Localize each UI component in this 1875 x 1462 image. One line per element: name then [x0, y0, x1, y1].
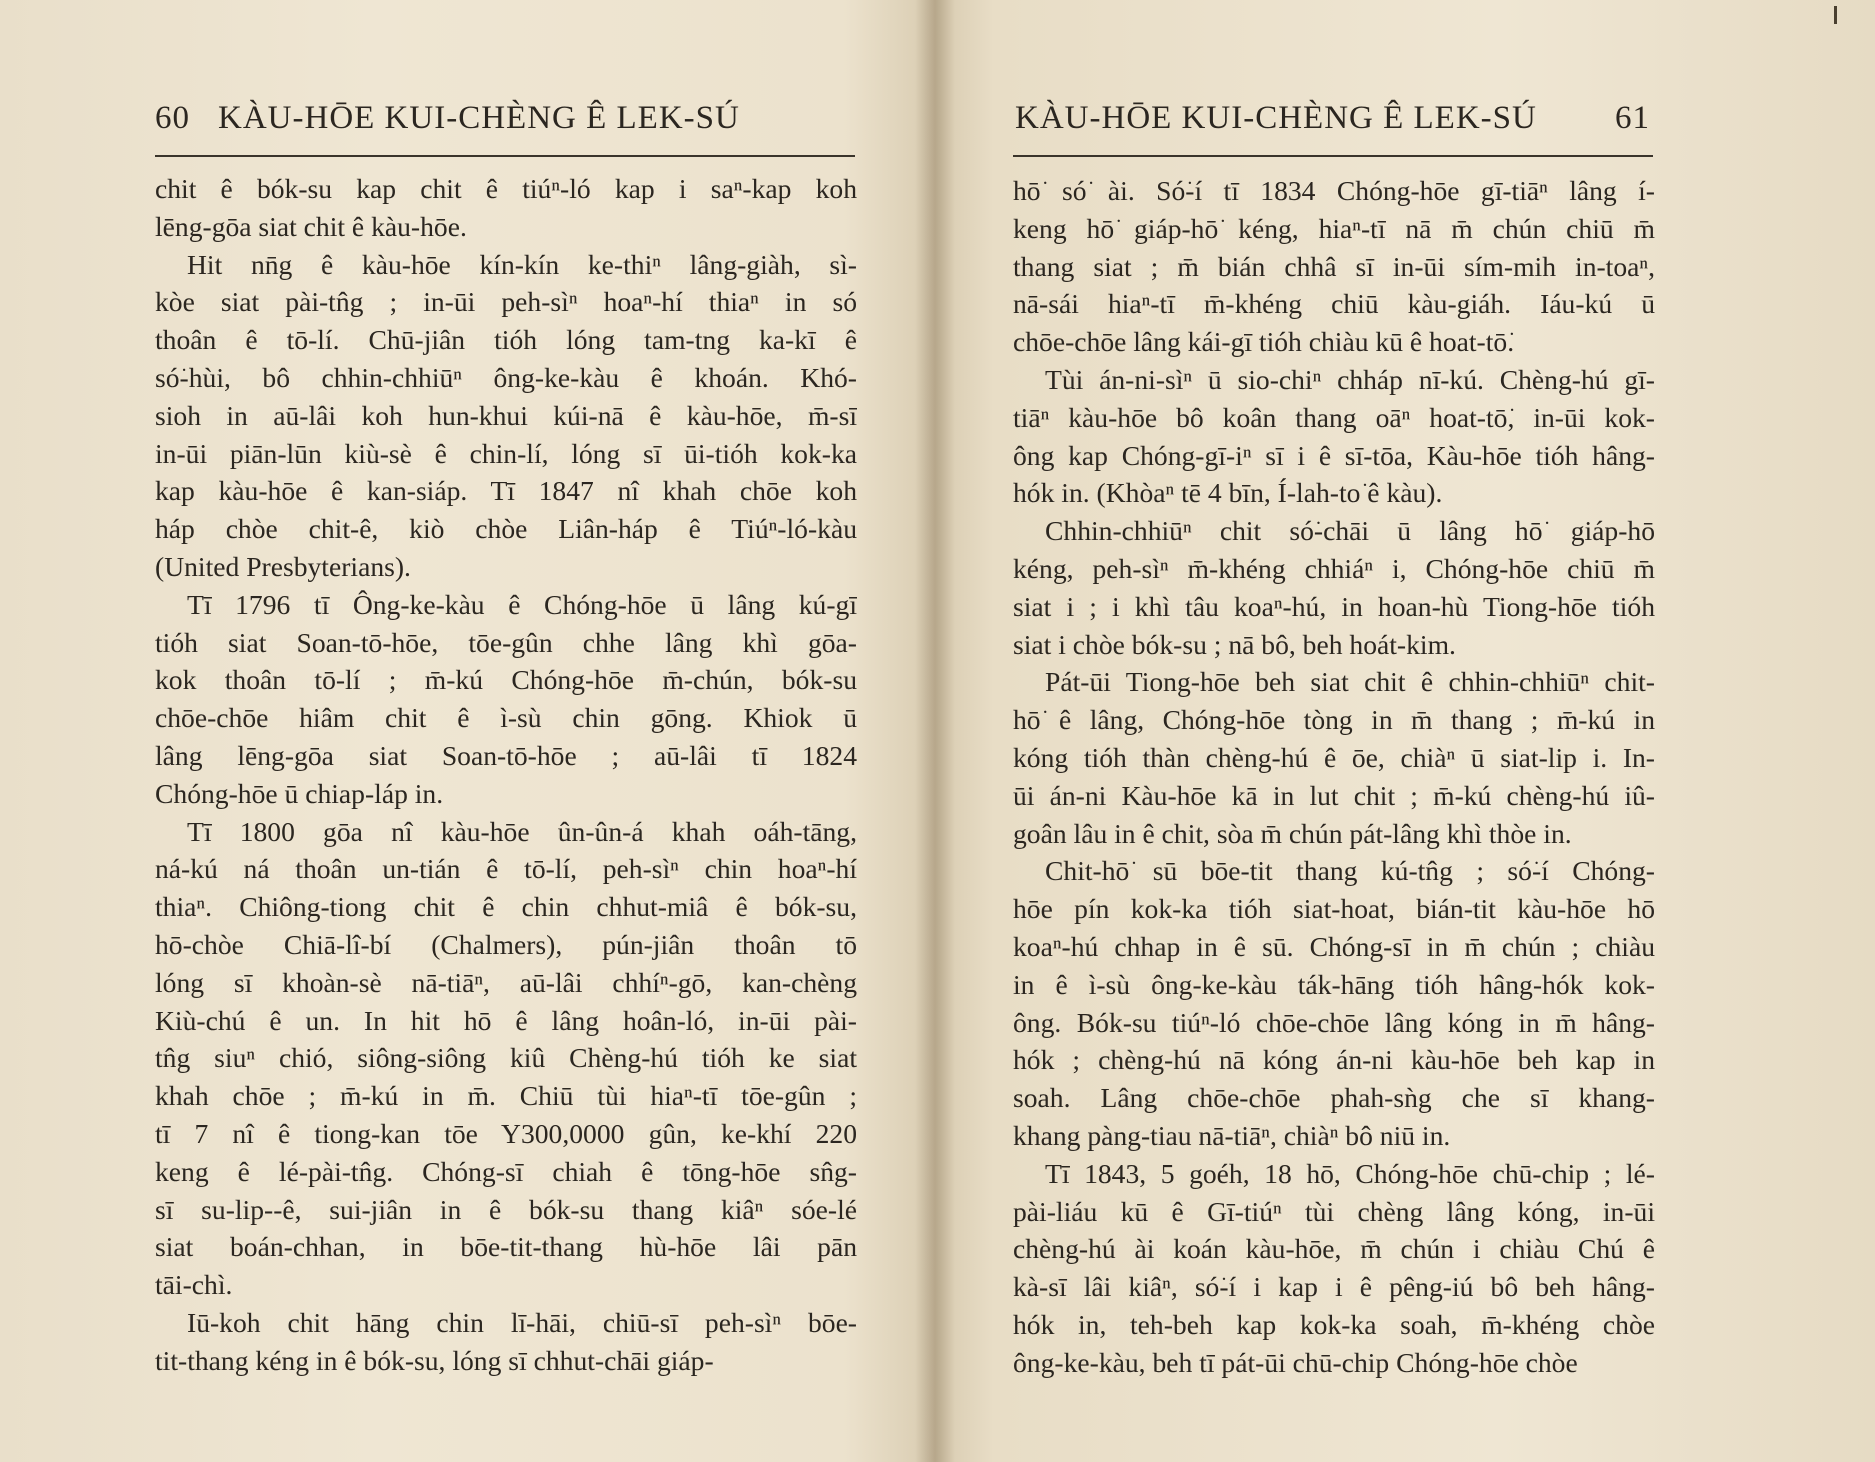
text-line: ông. Bók-su tiúⁿ-ló chōe-chōe lâng kóng in m̄ hâng-	[1013, 1006, 1655, 1038]
text-line: Tī 1800 gōa nî kàu-hōe ûn-ûn-á khah oáh-tāng,	[187, 815, 857, 847]
right-page-number: 61	[1615, 100, 1650, 136]
left-running-header	[155, 100, 855, 150]
text-line: tiāⁿ kàu-hōe bô koân thang oāⁿ hoat-tō͘, in-ūi kok-	[1013, 401, 1655, 433]
text-line: lēng-gōa siat chit ê kàu-hōe.	[155, 210, 467, 242]
text-line: lóng sī khoàn-sè nā-tiāⁿ, aū-lâi chhíⁿ-gō, kan-chèng	[155, 966, 857, 998]
text-line: Tùi án-ni-sìⁿ ū sio-chiⁿ chháp nī-kú. Chèng-hú gī-	[1045, 363, 1655, 395]
text-line: in-ūi piān-lūn kiù-sè ê chin-lí, lóng sī ūi-tióh kok-ka	[155, 437, 857, 469]
text-line: chit ê bók-su kap chit ê tiúⁿ-ló kap i saⁿ-kap koh	[155, 173, 857, 204]
text-line: goân lâu in ê chit, sòa m̄ chún pát-lâng khì thòe in.	[1013, 817, 1572, 849]
right-page-body	[1013, 172, 1655, 1382]
text-line: Chóng-hōe ū chiap-láp in.	[155, 777, 444, 809]
text-line: Pát-ūi Tiong-hōe beh siat chit ê chhin-chhiūⁿ chit-	[1045, 666, 1655, 698]
text-line: khang pàng-tiau nā-tiāⁿ, chiàⁿ bô niū in.	[1013, 1119, 1451, 1151]
right-page	[935, 0, 1875, 1462]
text-line: (United Presbyterians).	[155, 550, 411, 582]
left-page-number: 60	[155, 100, 190, 136]
text-line: kóng tióh thàn chèng-hú ê ōe, chiàⁿ ū siat-lip i. In-	[1013, 741, 1655, 773]
right-running-head-title: KÀU-HŌE KUI-CHÈNG Ê LEK-SÚ	[1015, 100, 1537, 136]
text-line: lâng lēng-gōa siat Soan-tō-hōe ; aū-lâi tī 1824	[155, 739, 857, 771]
text-line: tit-thang kéng in ê bók-su, lóng sī chhut-chāi giáp-	[155, 1344, 714, 1376]
text-line: tī 7 nî ê tiong-kan tōe Y300,0000 gûn, ke-khí 220	[155, 1117, 857, 1149]
text-line: Iū-koh chit hāng chin lī-hāi, chiū-sī peh-sìⁿ bōe-	[187, 1306, 857, 1338]
text-line: ông kap Chóng-gī-iⁿ sī i ê sī-tōa, Kàu-hōe tióh hâng-	[1013, 439, 1655, 471]
text-line: Chhin-chhiūⁿ chit só͘-chāi ū lâng hō͘ giáp-hō͘	[1045, 515, 1655, 547]
text-line: ông-ke-kàu, beh tī pát-ūi chū-chip Chóng-hōe chòe	[1013, 1346, 1578, 1378]
text-line: Hit nn̄g ê kàu-hōe kín-kín ke-thiⁿ lâng-giàh, sì-	[187, 248, 857, 280]
text-line: sī su-lip--ê, sui-jiân in ê bók-su thang kiâⁿ sóe-lé	[155, 1193, 857, 1225]
text-line: hók in, teh-beh kap kok-ka soah, m̄-khéng chòe	[1013, 1308, 1655, 1340]
text-line: hō-chòe Chiā-lî-bí (Chalmers), pún-jiân thoân tō	[155, 928, 857, 960]
page-edge-mark	[1834, 6, 1837, 24]
text-line: kà-sī lâi kiâⁿ, só͘-í i kap i ê pêng-iú bô beh hâng-	[1013, 1271, 1655, 1303]
text-line: khah chōe ; m̄-kú in m̄. Chiū tùi hiaⁿ-tī tōe-gûn ;	[155, 1080, 857, 1112]
text-line: in ê ì-sù ông-ke-kàu ták-hāng tióh hâng-hók kok-	[1013, 968, 1655, 1000]
text-line: chèng-hú ài koán kàu-hōe, m̄ chún i chiàu Chú ê	[1013, 1233, 1655, 1265]
text-line: hō͘ só͘ ài. Só͘-í tī 1834 Chóng-hōe gī-tiāⁿ lâng í-	[1013, 175, 1655, 206]
text-line: tióh siat Soan-tō-hōe, tōe-gûn chhe lâng khì gōa-	[155, 626, 857, 658]
text-line: pài-liáu kū ê Gī-tiúⁿ tùi chèng lâng kóng, in-ūi	[1013, 1195, 1655, 1227]
text-line: hō͘ ê lâng, Chóng-hōe tòng in m̄ thang ; m̄-kú in	[1013, 704, 1655, 736]
text-line: kok thoân tō-lí ; m̄-kú Chóng-hōe m̄-chún, bók-su	[155, 664, 857, 696]
text-line: só͘-hùi, bô chhin-chhiūⁿ ông-ke-kàu ê khoán. Khó-	[155, 361, 857, 393]
text-line: nā-sái hiaⁿ-tī m̄-khéng chiū kàu-giáh. Iáu-kú ū	[1013, 288, 1655, 320]
text-line: keng hō͘ giáp-hō͘ kéng, hiaⁿ-tī nā m̄ chún chiū m̄	[1013, 212, 1655, 244]
text-line: Kiù-chú ê un. In hit hō ê lâng hoân-ló, in-ūi pài-	[155, 1004, 857, 1036]
text-line: thoân ê tō-lí. Chū-jiân tióh lóng tam-tng ka-kī ê	[155, 324, 857, 356]
text-line: keng ê lé-pài-tn̂g. Chóng-sī chiah ê tōng-hōe sn̂g-	[155, 1155, 857, 1187]
text-line: chōe-chōe lâng kái-gī tióh chiàu kū ê hoat-tō͘.	[1013, 326, 1515, 358]
text-line: tāi-chì.	[155, 1269, 233, 1301]
text-line: sioh in aū-lâi koh hun-khui kúi-nā ê kàu-hōe, m̄-sī	[155, 399, 857, 431]
text-line: kap kàu-hōe ê kan-siáp. Tī 1847 nî khah chōe koh	[155, 475, 857, 507]
text-line: ná-kú ná thoân un-tián ê tō-lí, peh-sìⁿ chin hoaⁿ-hí	[155, 853, 857, 885]
left-page	[0, 0, 935, 1462]
text-line: Chit-hō͘ sū bōe-tit thang kú-tn̂g ; só͘-í Chóng-	[1045, 855, 1655, 887]
text-line: soah. Lâng chōe-chōe phah-sǹg che sī khang-	[1013, 1082, 1655, 1114]
text-line: chōe-chōe hiâm chit ê ì-sù chin gōng. Khiok ū	[155, 702, 857, 734]
text-line: thang siat ; m̄ bián chhâ sī in-ūi sím-mih in-toaⁿ,	[1013, 250, 1655, 282]
text-line: háp chòe chit-ê, kiò chòe Liân-háp ê Tiúⁿ-ló-kàu	[155, 513, 857, 545]
text-line: hók ; chèng-hú nā kóng án-ni kàu-hōe beh kap in	[1013, 1044, 1655, 1076]
text-line: ūi án-ni Kàu-hōe kā in lut chit ; m̄-kú chèng-hú iû-	[1013, 779, 1655, 811]
text-line: koaⁿ-hú chhap in ê sū. Chóng-sī in m̄ chún ; chiàu	[1013, 930, 1655, 962]
left-header-rule	[155, 155, 855, 157]
right-running-header	[1015, 100, 1650, 150]
left-page-body	[155, 170, 857, 1380]
text-line: thiaⁿ. Chiông-tiong chit ê chin chhut-miâ ê bók-su,	[155, 891, 857, 923]
text-line: hōe pín kok-ka tióh siat-hoat, bián-tit kàu-hōe hō͘	[1013, 893, 1655, 925]
text-line: Tī 1843, 5 goéh, 18 hō, Chóng-hōe chū-chip ; lé-	[1045, 1157, 1655, 1189]
text-line: siat boán-chhan, in bōe-tit-thang hù-hōe lâi pān	[155, 1231, 857, 1263]
text-line: siat i ; i khì tâu koaⁿ-hú, in hoan-hù Tiong-hōe tióh	[1013, 590, 1655, 622]
text-line: hók in. (Khòaⁿ tē 4 bīn, Í-lah-to͘ ê kàu).	[1013, 477, 1443, 509]
text-line: kòe siat pài-tn̂g ; in-ūi peh-sìⁿ hoaⁿ-hí thiaⁿ in só͘	[155, 286, 857, 318]
text-line: kéng, peh-sìⁿ m̄-khéng chhiáⁿ i, Chóng-hōe chiū m̄	[1013, 552, 1655, 584]
text-line: siat i chòe bók-su ; nā bô, beh hoát-kim.	[1013, 628, 1456, 660]
right-header-rule	[1013, 155, 1653, 157]
left-running-head-title: KÀU-HŌE KUI-CHÈNG Ê LEK-SÚ	[218, 100, 740, 136]
text-line: tn̂g siuⁿ chió, siông-siông kiû Chèng-hú tióh ke siat	[155, 1042, 857, 1074]
text-line: Tī 1796 tī Ông-ke-kàu ê Chóng-hōe ū lâng kú-gī	[187, 588, 857, 620]
